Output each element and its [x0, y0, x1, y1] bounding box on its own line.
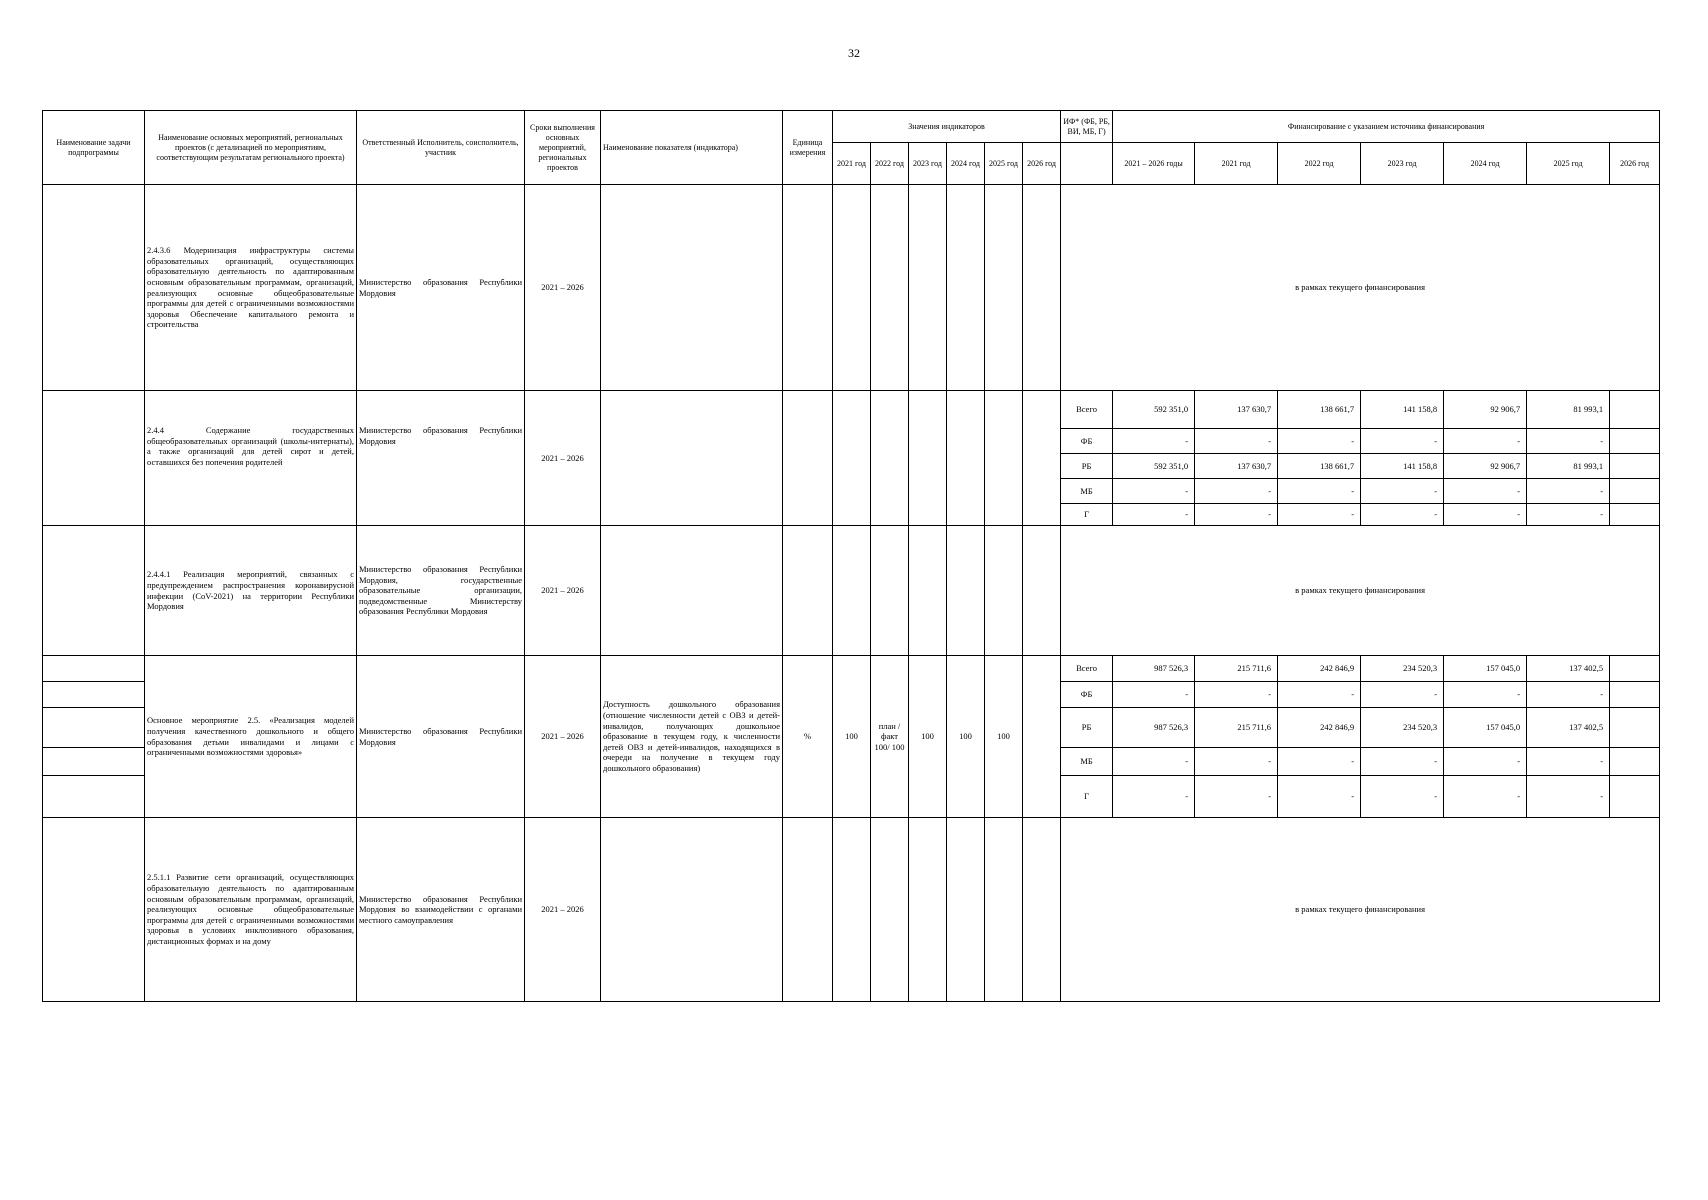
fin-year-2021: 2021 год — [1195, 143, 1278, 185]
fin-value: - — [1444, 504, 1527, 526]
task-cell — [43, 682, 145, 708]
fin-value: 137 402,5 — [1527, 708, 1610, 748]
fin-value: - — [1444, 748, 1527, 776]
unit-cell — [783, 526, 833, 656]
fin-year-2025: 2025 год — [1527, 143, 1610, 185]
indicator-cell — [601, 185, 783, 391]
task-cell — [43, 526, 145, 656]
executor-cell: Министерство образования Республики Мордовия во взаимодействии с органами местного самоуправления — [357, 818, 525, 1002]
source-cell: МБ — [1061, 748, 1113, 776]
fin-value: - — [1278, 682, 1361, 708]
executor-cell: Министерство образования Республики Мордовия, государственные образовательные организации, подведомственные Министерству образования Республики Мордовия — [357, 526, 525, 656]
fin-value: - — [1361, 504, 1444, 526]
fin-value — [1610, 776, 1660, 818]
fin-year-2024: 2024 год — [1444, 143, 1527, 185]
indicator-cell — [601, 818, 783, 1002]
financing-note: в рамках текущего финансирования — [1061, 526, 1660, 656]
fin-value: 138 661,7 — [1278, 391, 1361, 429]
fin-value: 81 993,1 — [1527, 454, 1610, 479]
fin-value — [1610, 748, 1660, 776]
indicator-cell: Доступность дошкольного образования (отношение численности детей с ОВЗ и детей-инвалидов, получающих дошкольное образование в текущем году, к численности детей ОВЗ и детей-инвалидов, находящихся в очереди на получение в текущем году дошкольного образования) — [601, 656, 783, 818]
fin-value: 157 045,0 — [1444, 656, 1527, 682]
fin-value: - — [1278, 479, 1361, 504]
task-cell — [43, 185, 145, 391]
source-cell: Г — [1061, 504, 1113, 526]
fin-value: - — [1527, 479, 1610, 504]
fin-value: 141 158,8 — [1361, 454, 1444, 479]
executor-cell: Министерство образования Республики Мордовия — [357, 656, 525, 818]
fin-value: - — [1195, 748, 1278, 776]
header-task-name: Наименование задачи подпрограммы — [43, 111, 145, 185]
fin-value: - — [1527, 776, 1610, 818]
fin-value: 141 158,8 — [1361, 391, 1444, 429]
task-cell — [43, 818, 145, 1002]
indicator-value-2026 — [1023, 656, 1061, 818]
fin-value: - — [1527, 504, 1610, 526]
fin-value: 592 351,0 — [1113, 454, 1195, 479]
fin-value: 138 661,7 — [1278, 454, 1361, 479]
task-cell — [43, 748, 145, 776]
source-cell: РБ — [1061, 708, 1113, 748]
table-row — [43, 526, 1660, 656]
fin-value: 242 846,9 — [1278, 708, 1361, 748]
fin-value: - — [1361, 429, 1444, 454]
fin-value: - — [1278, 504, 1361, 526]
fin-value: - — [1278, 776, 1361, 818]
fin-value — [1610, 391, 1660, 429]
period-cell: 2021 – 2026 — [525, 185, 601, 391]
fin-value: 92 906,7 — [1444, 454, 1527, 479]
fin-value: - — [1361, 776, 1444, 818]
fin-value: - — [1195, 504, 1278, 526]
period-cell: 2021 – 2026 — [525, 391, 601, 526]
fin-year-total: 2021 – 2026 годы — [1113, 143, 1195, 185]
source-cell: ФБ — [1061, 429, 1113, 454]
fin-value: - — [1278, 748, 1361, 776]
indicator-value-2022: план /факт 100/ 100 — [871, 656, 909, 818]
executor-cell: Министерство образования Республики Мордовия — [357, 391, 525, 526]
fin-value: - — [1195, 429, 1278, 454]
fin-value: - — [1113, 479, 1195, 504]
year-2022: 2022 год — [871, 143, 909, 185]
header-main-activities: Наименование основных мероприятий, региональных проектов (с детализацией по мероприятиям, соответствующим результатам регионального проекта) — [145, 111, 357, 185]
header-unit: Единица измерения — [783, 111, 833, 185]
task-cell — [43, 776, 145, 818]
fin-value: - — [1444, 479, 1527, 504]
fin-value: 137 630,7 — [1195, 391, 1278, 429]
header-indicator-name: Наименование показателя (индикатора) — [601, 111, 783, 185]
financing-note: в рамках текущего финансирования — [1061, 185, 1660, 391]
header-financing: Финансирование с указанием источника финансирования — [1113, 111, 1660, 143]
source-cell: МБ — [1061, 479, 1113, 504]
header-executor: Ответственный Исполнитель, соисполнитель, участник — [357, 111, 525, 185]
year-2021: 2021 год — [833, 143, 871, 185]
table-row — [43, 818, 1660, 1002]
period-cell: 2021 – 2026 — [525, 818, 601, 1002]
fin-value: - — [1278, 429, 1361, 454]
fin-value: - — [1444, 776, 1527, 818]
fin-value — [1610, 479, 1660, 504]
fin-value — [1610, 429, 1660, 454]
fin-value — [1610, 708, 1660, 748]
fin-value: - — [1195, 776, 1278, 818]
fin-value: 987 526,3 — [1113, 656, 1195, 682]
indicator-cell — [601, 526, 783, 656]
fin-value: - — [1527, 429, 1610, 454]
fin-value: 157 045,0 — [1444, 708, 1527, 748]
period-cell: 2021 – 2026 — [525, 656, 601, 818]
fin-value: 234 520,3 — [1361, 708, 1444, 748]
source-cell: Г — [1061, 776, 1113, 818]
fin-value: - — [1113, 776, 1195, 818]
task-cell — [43, 656, 145, 682]
program-table — [42, 110, 1660, 1002]
activity-cell: 2.4.4 Содержание государственных общеобразовательных организаций (школы-интернаты), а также организаций для детей сирот и детей, оставшихся без попечения родителей — [145, 391, 357, 526]
table-row — [43, 656, 1660, 682]
fin-value: - — [1444, 682, 1527, 708]
fin-value: - — [1113, 748, 1195, 776]
fin-value — [1610, 454, 1660, 479]
activity-cell: 2.5.1.1 Развитие сети организаций, осуществляющих образовательную деятельность по адаптированным основным образовательным программам, организаций, реализующих основные общеобразовательные программы для детей с ограниченными возможностями здоровья в условиях инклюзивного образования, дистанционных формах и на дому — [145, 818, 357, 1002]
fin-value: - — [1527, 682, 1610, 708]
fin-year-2022: 2022 год — [1278, 143, 1361, 185]
fin-value: - — [1195, 479, 1278, 504]
source-cell: РБ — [1061, 454, 1113, 479]
header-row-1 — [43, 111, 1660, 143]
fin-value — [1610, 504, 1660, 526]
source-cell: Всего — [1061, 391, 1113, 429]
task-cell — [43, 391, 145, 526]
fin-value — [1610, 656, 1660, 682]
indicator-value-2023: 100 — [909, 656, 947, 818]
fin-year-2023: 2023 год — [1361, 143, 1444, 185]
unit-cell — [783, 391, 833, 526]
header-indicator-values: Значения индикаторов — [833, 111, 1061, 143]
page-number: 32 — [848, 46, 860, 60]
activity-cell: 2.4.4.1 Реализация мероприятий, связанных с предупреждением распространения коронавирусной инфекции (CoV-2021) на территории Республики Мордовия — [145, 526, 357, 656]
year-2024: 2024 год — [947, 143, 985, 185]
indicator-value-2024: 100 — [947, 656, 985, 818]
header-source: ИФ* (ФБ, РБ, ВИ, МБ, Г) — [1061, 111, 1113, 143]
fin-value: - — [1195, 682, 1278, 708]
unit-cell — [783, 185, 833, 391]
fin-value: - — [1361, 682, 1444, 708]
fin-value: 242 846,9 — [1278, 656, 1361, 682]
table-row — [43, 391, 1660, 429]
fin-value: - — [1361, 479, 1444, 504]
indicator-value-2025: 100 — [985, 656, 1023, 818]
fin-value: 234 520,3 — [1361, 656, 1444, 682]
year-2025: 2025 год — [985, 143, 1023, 185]
fin-value: 215 711,6 — [1195, 708, 1278, 748]
fin-value: - — [1527, 748, 1610, 776]
unit-cell — [783, 818, 833, 1002]
task-cell — [43, 708, 145, 748]
source-cell: ФБ — [1061, 682, 1113, 708]
fin-value: 592 351,0 — [1113, 391, 1195, 429]
activity-cell: 2.4.3.6 Модернизация инфраструктуры системы образовательных организаций, осуществляющих образовательную деятельность по адаптированным основным образовательным программам, организаций, реализующих основные общеобразовательные программы для детей с ограниченными возможностями здоровья Обеспечение капитального ремонта и строительства — [145, 185, 357, 391]
fin-value: - — [1113, 429, 1195, 454]
header-deadlines: Сроки выполнения основных мероприятий, региональных проектов — [525, 111, 601, 185]
year-2026: 2026 год — [1023, 143, 1061, 185]
activity-cell: Основное мероприятие 2.5. «Реализация моделей получения качественного дошкольного и общего образования детьми инвалидами и лицами с ограниченными возможностями здоровья» — [145, 656, 357, 818]
fin-value: 137 630,7 — [1195, 454, 1278, 479]
fin-value — [1610, 682, 1660, 708]
indicator-cell — [601, 391, 783, 526]
period-cell: 2021 – 2026 — [525, 526, 601, 656]
fin-value: 215 711,6 — [1195, 656, 1278, 682]
table-row — [43, 185, 1660, 391]
fin-value: 987 526,3 — [1113, 708, 1195, 748]
fin-value: - — [1113, 504, 1195, 526]
fin-value: - — [1361, 748, 1444, 776]
fin-value: 92 906,7 — [1444, 391, 1527, 429]
fin-year-2026: 2026 год — [1610, 143, 1660, 185]
header-source-blank — [1061, 143, 1113, 185]
fin-value: - — [1113, 682, 1195, 708]
indicator-value-2021: 100 — [833, 656, 871, 818]
unit-cell: % — [783, 656, 833, 818]
year-2023: 2023 год — [909, 143, 947, 185]
financing-note: в рамках текущего финансирования — [1061, 818, 1660, 1002]
fin-value: 137 402,5 — [1527, 656, 1610, 682]
executor-cell: Министерство образования Республики Мордовия — [357, 185, 525, 391]
fin-value: 81 993,1 — [1527, 391, 1610, 429]
source-cell: Всего — [1061, 656, 1113, 682]
fin-value: - — [1444, 429, 1527, 454]
